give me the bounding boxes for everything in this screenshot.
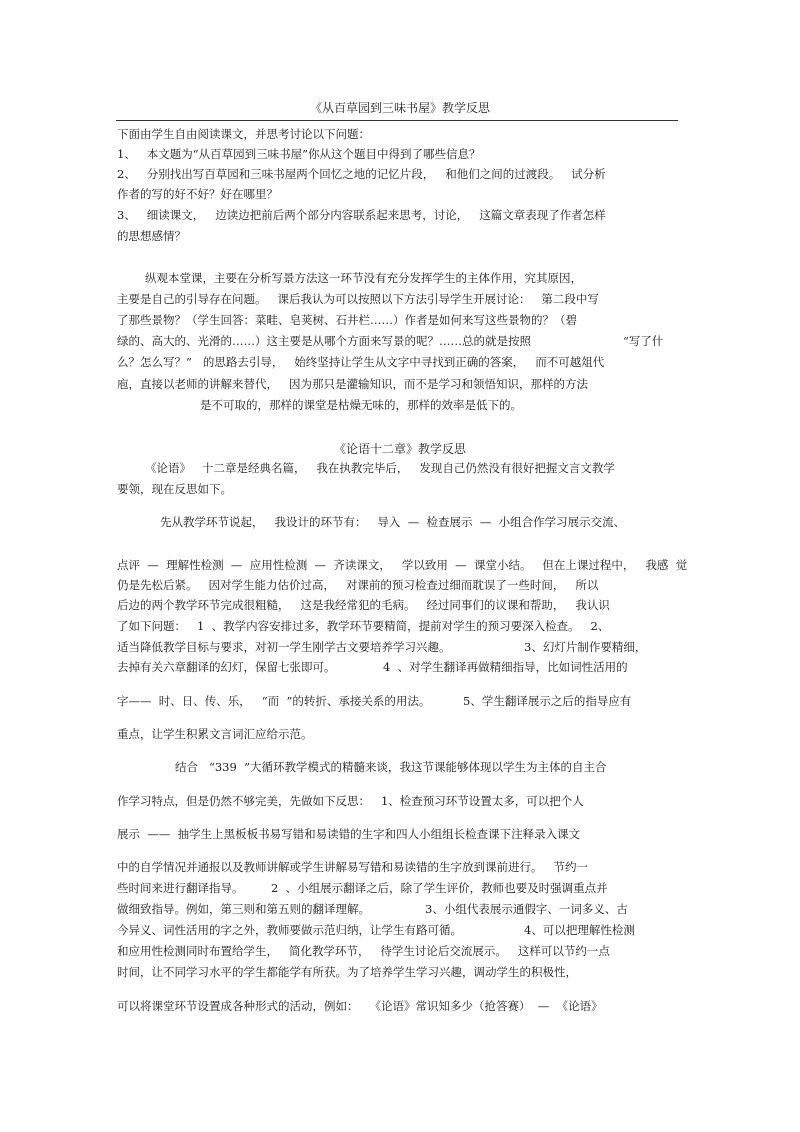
section2-line: 后边的两个教学环节完成很粗糙， 这是我经常犯的毛病。 经过同事们的议课和帮助， 我认识: [117, 598, 610, 612]
section2-line: 作学习特点，但是仍然不够完美，先做如下反思： 1、检查预习环节设置太多，可以把个人: [117, 794, 584, 808]
section1-line: “写了什: [623, 334, 664, 348]
section2-line: 《论语》 十二章是经典名篇， 我在执教完毕后， 发现自己仍然没有很好把握文言文教学: [145, 461, 615, 475]
section2-line: 4、可以把理解性检测: [524, 923, 635, 937]
section2-line: 和应用性检测同时布置给学生， 简化教学环节， 待学生讨论后交流展示。 这样可以节约一点: [117, 944, 610, 958]
section1-line: 了那些景物？（学生回答：菜畦、皂荚树、石井栏……）作者是如何来写这些景物的？（碧: [117, 313, 577, 327]
section2-line: 结合 “339 ”大循环教学模式的精髓来谈，我这节课能够体现以学生为主体的自主合: [175, 760, 607, 774]
section2-line: 可以将课堂环节设置成各种形式的活动，例如： 《论语》常识知多少（抢答赛） — 《论语》: [117, 999, 603, 1013]
section2-line: 先从教学环节说起， 我设计的环节有： 导入 — 检查展示 — 小组合作学习展示交流、: [160, 515, 626, 529]
section1-line: 主要是自己的引导存在问题。 课后我认为可以按照以下方法引导学生开展讨论： 第二段中写: [117, 292, 599, 306]
section2-line: 中的自学情况并通报以及教师讲解或学生讲解易写错和易读错的生字放到课前进行。 节约一: [117, 860, 588, 874]
section2-line: 了如下问题： 1 、教学内容安排过多，教学环节要精简，提前对学生的预习要深入检查。 2、: [117, 619, 610, 633]
title-underline: [116, 120, 678, 121]
section2-line: 做细致指导。例如，第三则和第五则的翻译理解。: [117, 902, 370, 916]
section2-line: 适当降低教学目标与要求，对初一学生刚学古文要培养学习兴趣。: [117, 640, 451, 654]
section2-title: 《论语十二章》教学反思: [333, 442, 466, 456]
section1-line: 3、 细读课文， 边读边把前后两个部分内容联系起来思考，讨论， 这篇文章表现了作者怎样: [117, 208, 606, 222]
section2-line: 重点，让学生积累文言词汇应给示范。: [117, 727, 313, 741]
section1-line: 2、 分别找出写百草园和三味书屋两个回忆之地的记忆片段， 和他们之间的过渡段。 试分析: [117, 167, 606, 181]
section2-line: 展示 —— 抽学生上黑板板书易写错和易读错的生字和四人小组组长检查课下注释录入课文: [117, 827, 581, 841]
section2-line: 仍是先松后紧。 因对学生能力估价过高， 对课前的预习检查过细而耽误了一些时间， 所以: [117, 578, 599, 592]
section1-line: 的思想感情？: [117, 229, 186, 243]
section2-line: 2 、小组展示翻译之后，除了学生评价，教师也要及时强调重点并: [271, 881, 608, 895]
section1-line: 绿的、高大的、光滑的……）这主要是从哪个方面来写景的呢？……总的就是按照: [117, 334, 531, 348]
section2-line: 3、幻灯片制作要精细，: [524, 640, 647, 654]
section2-line: 要领，现在反思如下。: [117, 482, 232, 496]
section2-line: 4 、对学生翻译再做精细指导，比如词性活用的: [383, 660, 628, 674]
section2-line: 字—— 时、日、传、乐， “而 ”的转折、承接关系的用法。: [117, 694, 431, 708]
section2-line: 时间，让不同学习水平的学生都能学有所获。为了培养学生学习兴趣，调动学生的积极性，: [117, 965, 577, 979]
section2-line: 今异义、词性活用的字之外，教师要做示范归纳，让学生有路可循。: [117, 923, 462, 937]
section1-line: 作者的写的好不好？好在哪里？: [117, 187, 278, 201]
section2-line: 些时间来进行翻译指导。: [117, 881, 244, 895]
section1-line: 么？怎么写？” 的思路去引导， 始终坚持让学生从文字中寻找到正确的答案， 而不可越俎代: [117, 355, 605, 369]
section2-line: 3、小组代表展示通假字、一词多义、古: [425, 902, 628, 916]
section2-line: 点评 — 理解性检测 — 应用性检测 — 齐读课文， 学以致用 — 课堂小结。 但在上课过程中， 我感 觉: [117, 558, 688, 572]
section2-line: 去掉有关六章翻译的幻灯，保留七张即可。: [117, 660, 336, 674]
section1-title: 《从百草园到三味书屋》教学反思: [309, 101, 490, 115]
section1-line: 庖，直接以老师的讲解来替代， 因为那只是灌输知识，而不是学习和领悟知识，那样的方法: [117, 377, 588, 391]
section1-line: 纵观本堂课，主要在分析写景方法这一环节没有充分发挥学生的主体作用，究其原因，: [145, 271, 582, 285]
section1-line: 是不可取的，那样的课堂是枯燥无味的，那样的效率是低下的。: [200, 398, 522, 412]
section1-line: 1、 本文题为“从百草园到三味书屋”你从这个题目中得到了哪些信息？: [117, 147, 481, 161]
section1-line: 下面由学生自由阅读课文，并思考讨论以下问题：: [117, 127, 370, 141]
section2-line: 5、学生翻译展示之后的指导应有: [463, 694, 632, 708]
